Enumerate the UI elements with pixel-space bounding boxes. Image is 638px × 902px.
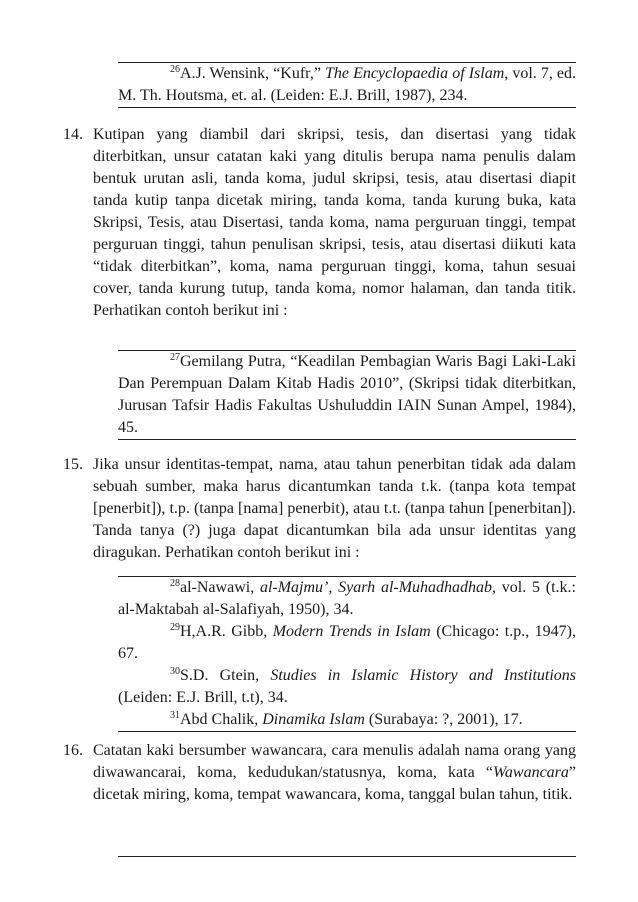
footnote-separator-bottom: [118, 856, 576, 857]
list-text: Jika unsur identitas-tempat, nama, atau tahun penerbitan tidak ada dalam sebuah sumber, maka harus dicantumkan tanda t.k. (tanpa kota tempat [penerbit]), t.p. (tanpa [nama] penerbit), atau t.t. (tanpa tahun [penerbitan]). Tanda tanya (?) juga dapat dicantumkan bila ada unsur identitas yang diragukan. Perhatikan contoh berikut ini :: [93, 456, 576, 561]
footnote-title: The Encyclopaedia of Islam: [325, 65, 505, 82]
footnote-number: 26: [170, 64, 180, 75]
footnote-number: 29: [170, 622, 180, 633]
footnote-bottom-rule: [118, 439, 576, 440]
footnote-27: $^{27}$Gemilang Putra, “Keadilan Pembagian Waris Bagi Laki-Laki Dan Perempuan Dalam Kitab Hadis 2010”, (Skripsi tidak diterbitkan, Jurusan Tafsir Hadis Fakultas Ushuluddin IAIN Sunan Ampel, 1984), 45.: [118, 352, 576, 436]
footnote-29: $^{29}$H,A.R. Gibb, Modern Trends in Islam (Chicago: t.p., 1947), 67.: [118, 622, 576, 662]
list-item-14: [63, 124, 576, 322]
emphasis-term: Wawancara: [493, 764, 569, 781]
footnote-bottom-rule: [118, 107, 576, 108]
footnote-number: 31: [170, 710, 180, 721]
list-item-16: [63, 740, 576, 806]
footnote-block-26: [118, 62, 576, 108]
footnote-number: 27: [170, 352, 180, 363]
footnote-number: 28: [170, 578, 180, 589]
footnote-title: Studies in Islamic History and Institutions: [270, 667, 577, 684]
footnote-title: al-Majmu’, Syarh al-Muhadhadhab: [259, 579, 493, 596]
footnote-title: Dinamika Islam: [262, 711, 365, 728]
footnote-block-27: [118, 350, 576, 440]
footnote-28: $^{28}$al-Nawawi, al-Majmu’, Syarh al-Muhadhadhab, vol. 5 (t.k.: al-Maktabah al-Salafiyah, 1950), 34.: [118, 578, 576, 618]
list-text: Catatan kaki bersumber wawancara, cara menulis adalah nama orang yang diwawancarai, koma, kedudukan/statusnya, koma, kata “Wawancara” dicetak miring, koma, tempat wawancara, koma, tanggal bulan tahun, titik.: [93, 742, 576, 803]
list-item-15: [63, 454, 576, 564]
list-number: 15.: [63, 456, 83, 473]
footnote-30: $^{30}$S.D. Gtein, Studies in Islamic History and Institutions (Leiden: E.J. Brill, t.t), 34.: [118, 666, 577, 706]
list-number: 14.: [63, 126, 83, 143]
list-text: Kutipan yang diambil dari skripsi, tesis, dan disertasi yang tidak diterbitkan, unsur catatan kaki yang ditulis berupa nama penulis dalam bentuk urutan asli, tanda koma, judul skripsi, tesis, atau disertasi diapit tanda kutip tanpa dicetak miring, tanda koma, tanda kurung buka, kata Skripsi, Tesis, atau Disertasi, tanda koma, nama perguruan tinggi, tempat perguruan tinggi, tahun penulisan skripsi, tesis, atau disertasi diikuti kata “tidak diterbitkan”, koma, nama perguruan tinggi, koma, tahun sesuai cover, tanda kurung tutup, tanda koma, nomor halaman, dan tanda titik. Perhatikan contoh berikut ini :: [93, 126, 576, 319]
footnote-number: 30: [170, 666, 180, 677]
footnote-title: , Modern Trends in Islam: [263, 623, 431, 640]
footnote-block-28-31: [118, 576, 576, 732]
footnote-31: $^{31}$Abd Chalik, Dinamika Islam (Surabaya: ?, 2001), 17.: [170, 710, 523, 728]
footnote-bottom-rule: [118, 731, 576, 732]
list-number: 16.: [63, 742, 83, 759]
footnote-26: $^{26}$A.J. Wensink, “Kufr,” The Encyclopaedia of Islam, vol. 7, ed. M. Th. Houtsma, et. al. (Leiden: E.J. Brill, 1987), 234.: [118, 64, 577, 104]
